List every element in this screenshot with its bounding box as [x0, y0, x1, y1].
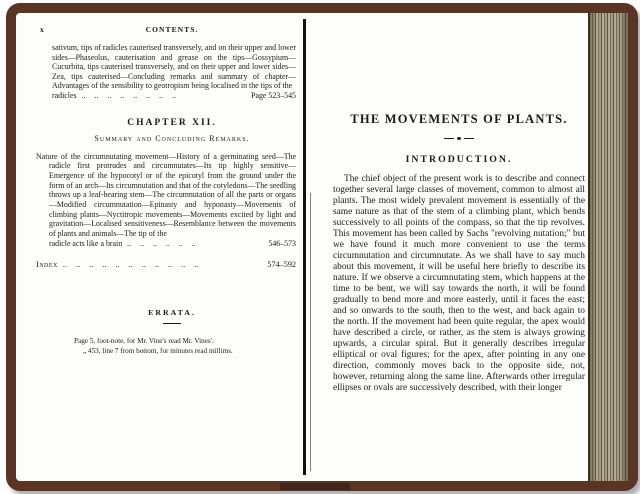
page-gutter-line: [303, 19, 306, 475]
leader-dots: .. .. .. .. .. .. .. .. .. .. ..: [62, 260, 199, 270]
ornament-line: [444, 138, 454, 139]
chapter-subheading: Summary and Concluding Remarks.: [94, 133, 250, 143]
errata-line: „ 453, line 7 from bottom, for minutes read millims.: [83, 347, 233, 356]
leader-dots: .. .. .. .. .. ..: [127, 238, 196, 248]
chapter-page-range: 546–573: [268, 238, 296, 248]
right-page: [333, 13, 585, 394]
introduction-heading: INTRODUCTION.: [405, 154, 513, 165]
errata-line: Page 5, foot-note, for Mr. Vine's read Mr. Vines'.: [74, 337, 214, 346]
binding-shading: [590, 13, 628, 481]
chapter-summary-last-line: [49, 239, 296, 249]
index-label: Index: [36, 260, 58, 270]
ornament-line: [464, 138, 474, 139]
book-cover-binding-edge: [588, 13, 628, 481]
toc-page-range: Page 523–545: [251, 90, 296, 100]
chapter-summary-paragraph: Nature of the circumnutating movement—History of a germinating seed—The radicle first protrudes and circumnutates—Its tip highly sensitive—Emergence of the hypocotyl or of the epicotyl from the ground under the form of an arch—Its circumnutation and that of the cotyledons—The seedling throws up a leaf-bearing stem—The circumnutation of all the parts or organs—Modified circumnutation—Epinasty and hyponasty—Movements of climbing plants—Nyctitropic movements—Movements excited by light and gravitation—Localised sensitiveness—Resemblance between the movements of plants and animals—The tip of the: [36, 151, 296, 239]
section-ornament: [444, 136, 474, 141]
frame-bottom-shadow: [280, 483, 350, 490]
running-header: CONTENTS.: [145, 25, 199, 34]
ornament-dot: [457, 137, 461, 140]
errata-heading: ERRATA.: [148, 308, 196, 318]
index-entry: [36, 260, 296, 270]
page-number: x: [40, 25, 45, 34]
book-title: THE MOVEMENTS OF PLANTS.: [350, 112, 568, 126]
toc-continuation-paragraph: sativum, tips of radicles cauterised transversely, and on their upper and lower sides—Phaseolus, cauterisation and grease on the tips—Gossypium—Cucurbita, tips cauterised transversely, and on their upper and lower sides—Zea, tips cauterised—Concluding remarks and summary of chapter—Advantages of the sensibility to geotropism being localised in the tips of the: [52, 43, 296, 91]
leader-dots: .. .. .. .. .. .. .. ..: [81, 90, 176, 100]
left-page: [34, 25, 310, 356]
chapter-heading: CHAPTER XII.: [127, 117, 217, 128]
page-gutter-line-thin: [310, 193, 311, 471]
book-scan-frame: [6, 3, 638, 491]
errata-list: [74, 336, 310, 356]
toc-last-line: [52, 91, 296, 101]
index-page-range: 574–592: [267, 260, 296, 270]
introduction-paragraph: The chief object of the present work is to describe and connect together several large classes of movement, common to almost all plants. The most widely prevalent movement is essentially of the same nature as that of the stem of a climbing plant, which bends successively to all points of the compass, so that the tip revolves. This movement has been called by Sachs "revolving nutation;" but we have found it much more convenient to use the terms circumnutation and circumnutate. As we shall have to say much about this movement, it will be useful here briefly to describe its nature. If we observe a circumnutating stem, which happens at the time to be bent, we will say towards the north, it will be found gradually to bend more and more easterly, until it faces the east; and so onwards to the south, then to the west, and back again to the north. If the movement had been quite regular, the apex would have described a circle, or rather, as the stem is always growing upwards, a circular spiral. But it generally describes irregular elliptical or oval figures; for the apex, after pointing in any one direction, commonly moves back to the opposite side, not, however, returning along the same line. Afterwards other irregular ellipses or ovals are successively described, with their longer: [333, 174, 585, 393]
page-header: [34, 25, 310, 36]
errata-rule: [163, 323, 181, 324]
summary-last-words: radicle acts like a brain: [49, 238, 123, 248]
toc-last-word: radicles: [52, 90, 77, 100]
